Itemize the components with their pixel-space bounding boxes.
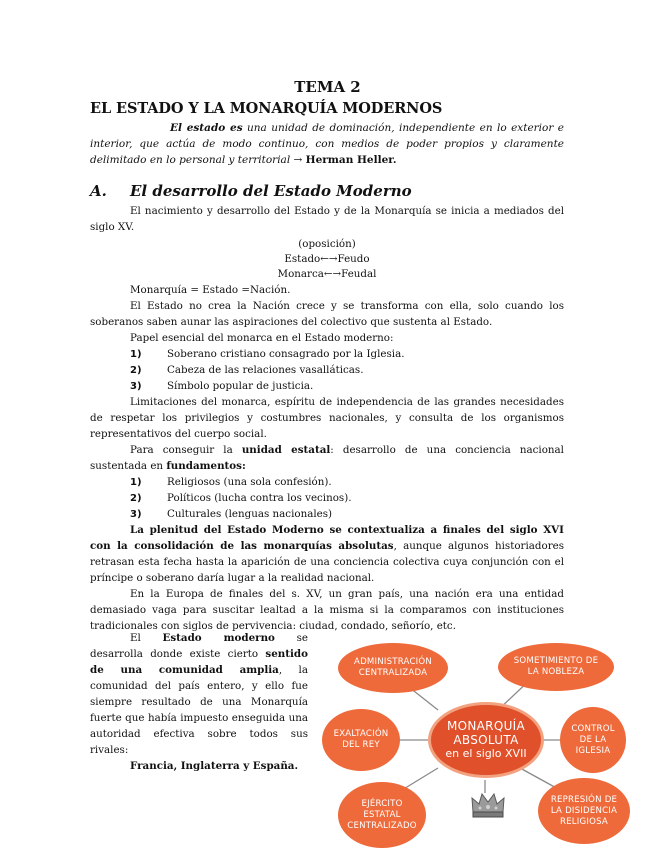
list-text: Políticos (lucha contra los vecinos). — [167, 492, 352, 504]
definition-lead: El estado es — [170, 122, 243, 134]
section-a-heading — [90, 182, 412, 200]
list-item — [130, 346, 405, 363]
list-number: 1) — [130, 477, 142, 488]
unidad-bold: unidad estatal — [241, 444, 331, 456]
paragraph-plenitud — [90, 522, 564, 586]
paragraph-europa-text: En la Europa de finales del s. XV, un gran país, una nación era una entidad demasiado vaga para suscitar lealtad a la misma si la comparamos con instituciones tradicionales con siglos de pervivencia: ciudad, condado, señorío, etc. — [90, 588, 564, 632]
list-item — [130, 506, 332, 523]
center-line-2: ABSOLUTA — [453, 733, 519, 747]
document-title: EL ESTADO Y LA MONARQUÍA MODERNOS — [90, 100, 443, 117]
list-text: Religiosos (una sola confesión). — [167, 476, 332, 488]
paragraph-europa — [90, 586, 564, 634]
monarca-feudal-line: Monarca←→Feudal — [277, 268, 377, 280]
definition-text: una unidad de dominación, independiente en lo exterior e interior, que actúa de modo continuo, con medios de poder propios y claramente delimitado en lo personal y territorial — [90, 122, 564, 166]
bubble-administracion-label: ADMINISTRACIÓN CENTRALIZADA — [354, 657, 432, 678]
list-item — [130, 490, 352, 507]
unidad-post: : desarrollo de una conciencia nacional sustentada en — [90, 444, 564, 472]
sentido-bold: sentido de una comunidad amplia — [90, 648, 308, 676]
bubble-administracion — [338, 643, 448, 693]
arrow-symbol: → — [293, 154, 303, 166]
paragraph-limitaciones-text: Limitaciones del monarca, espíritu de independencia de las grandes necesidades de respetar los privilegios y costumbres nacionales, y consulta de los organismos representativos del cuerpo social. — [90, 396, 564, 440]
paragraph-nacion-text: El Estado no crea la Nación crece y se transforma con ella, solo cuando los soberanos saben aunar las aspiraciones del colectivo que sustenta al Estado. — [90, 300, 564, 328]
center-bubble — [428, 702, 544, 778]
paragraph-nacimiento-text: El nacimiento y desarrollo del Estado y de la Monarquía se inicia a mediados del siglo XV. — [90, 205, 564, 233]
list-number: 3) — [130, 381, 142, 392]
fundamentos-colon: : — [241, 460, 246, 472]
tema-heading: TEMA 2 — [294, 78, 361, 96]
bubble-exaltacion-label: EXALTACIÓN DEL REY — [333, 729, 389, 750]
section-a-letter: A. — [90, 182, 107, 200]
fundamentos-bold: fundamentos — [166, 460, 242, 472]
paragraph-limitaciones — [90, 394, 564, 442]
em-2: se desarrolla donde existe cierto — [90, 632, 308, 660]
list-text: Soberano cristiano consagrado por la Iglesia. — [167, 348, 405, 360]
list-number: 3) — [130, 509, 142, 520]
list-number: 2) — [130, 493, 142, 504]
bubble-ejercito — [338, 782, 426, 848]
monarquia-equation — [90, 282, 564, 298]
bubble-control — [560, 707, 626, 773]
list-text: Culturales (lenguas nacionales) — [167, 508, 333, 520]
bubble-exaltacion — [322, 709, 400, 771]
list-number: 2) — [130, 365, 142, 376]
papel-heading-text: Papel esencial del monarca en el Estado moderno: — [130, 332, 394, 344]
monarquia-diagram — [320, 640, 620, 840]
bubble-ejercito-label: EJÉRCITO ESTATAL CENTRALIZADO — [347, 798, 417, 831]
oposicion-label: (oposición) — [298, 238, 356, 250]
em-1: El — [130, 632, 163, 644]
bubble-sometimiento — [498, 643, 614, 691]
definition-author: Herman Heller. — [305, 154, 397, 166]
unidad-pre: Para conseguir la — [130, 444, 242, 456]
crown-icon — [470, 790, 506, 820]
estado-feudo-line: Estado←→Feudo — [284, 253, 370, 265]
bubble-sometimiento-label: SOMETIMIENTO DE LA NOBLEZA — [513, 656, 599, 677]
paragraph-nacion — [90, 298, 564, 330]
monarquia-equation-text: Monarquía = Estado =Nación. — [130, 284, 291, 296]
center-line-3: en el siglo XVII — [445, 747, 527, 760]
bubble-control-label: CONTROL DE LA IGLESIA — [571, 723, 615, 756]
papel-heading — [90, 330, 564, 346]
paragraph-unidad — [90, 442, 564, 474]
section-a-title: El desarrollo del Estado Moderno — [130, 182, 412, 200]
em-bold: Estado moderno — [162, 632, 275, 644]
plenitud-rest: , aunque algunos historiadores retrasan esta fecha hasta la aparición de una conciencia colectiva cuya conjunción con el príncipe o soberano daría lugar a la realidad nacional. — [90, 540, 564, 584]
center-line-1: MONARQUÍA — [447, 719, 525, 733]
plenitud-bold: La plenitud del Estado Moderno se contextualiza a finales del siglo XVI con la consolidación de las monarquías absolutas — [90, 524, 564, 552]
countries-list: Francia, Inglaterra y España. — [130, 760, 299, 772]
definition-paragraph — [90, 120, 564, 168]
bubble-represion — [538, 778, 630, 844]
list-item — [130, 378, 313, 395]
list-number: 1) — [130, 349, 142, 360]
list-item — [130, 362, 363, 379]
bubble-represion-label: REPRESIÓN DE LA DISIDENCIA RELIGIOSA — [550, 794, 618, 827]
list-text: Cabeza de las relaciones vasalláticas. — [167, 364, 364, 376]
list-item — [130, 474, 332, 491]
paragraph-nacimiento — [90, 203, 564, 235]
paragraph-estado-moderno — [90, 630, 308, 774]
list-text: Símbolo popular de justicia. — [167, 380, 314, 392]
em-3: , la comunidad del país entero, y ello fue siempre resultado de una Monarquía fuerte que había impuesto enseguida una autoridad efectiva sobre todos sus rivales: — [90, 664, 308, 756]
